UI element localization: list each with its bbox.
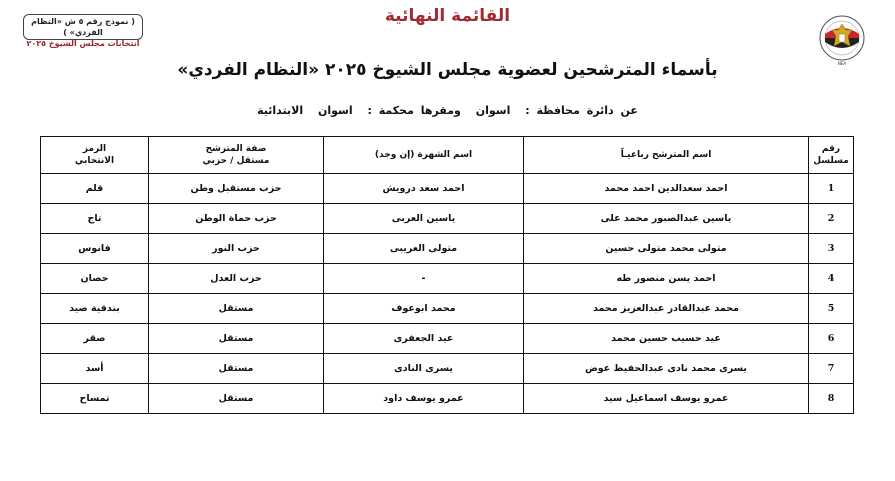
electoral-symbol-cell: حصان — [41, 264, 149, 294]
candidate-type-cell: حزب مستقبل وطن — [149, 174, 324, 204]
header-candidate-type: صفة المترشح مستقل / حزبي — [149, 137, 324, 174]
table-row — [41, 204, 854, 234]
electoral-symbol-cell: أسد — [41, 354, 149, 384]
electoral-symbol-cell: قلم — [41, 174, 149, 204]
electoral-symbol-cell: تاج — [41, 204, 149, 234]
serial-cell: 3 — [809, 234, 854, 264]
page-title: القائمة النهائية — [384, 6, 511, 26]
table-row — [41, 264, 854, 294]
header-fame-name: اسم الشهرة (إن وجد) — [324, 137, 524, 174]
serial-cell: 2 — [809, 204, 854, 234]
fame-name-cell: يسرى النادى — [324, 354, 524, 384]
table-row — [41, 174, 854, 204]
court-value: اسوان — [317, 104, 353, 117]
district-info — [0, 104, 895, 117]
candidate-name-cell: عمرو يوسف اسماعيل سيد — [524, 384, 809, 414]
header-serial: رقم مسلسل — [809, 137, 854, 174]
candidate-name-cell: محمد عبدالقادر عبدالعزيز محمد — [524, 294, 809, 324]
svg-text:NEA: NEA — [837, 61, 847, 66]
header-candidate-name: اسم المترشح رباعيـاً — [524, 137, 809, 174]
candidate-type-cell: مستقل — [149, 384, 324, 414]
fame-name-cell: متولى العريبى — [324, 234, 524, 264]
court-type-value: الابتدائية — [257, 104, 304, 117]
election-name-text: انتخابات مجلس الشيوخ ٢٠٢٥ — [26, 39, 140, 48]
serial-cell: 6 — [809, 324, 854, 354]
candidate-name-cell: متولى محمد متولى حسين — [524, 234, 809, 264]
governorate-value: اسوان — [475, 104, 511, 117]
table-row — [41, 294, 854, 324]
serial-cell: 1 — [809, 174, 854, 204]
candidates-table — [40, 136, 854, 414]
candidate-type-cell: مستقل — [149, 354, 324, 384]
candidate-name-cell: يسرى محمد نادى عبدالحفيظ عوض — [524, 354, 809, 384]
form-number-text: ( نموذج رقم ٥ ش «النظام الفردي» ) — [31, 17, 135, 37]
header-electoral-symbol: الرمز الانتخابي — [41, 137, 149, 174]
electoral-symbol-cell: بندقية صيد — [41, 294, 149, 324]
electoral-symbol-cell: تمساح — [41, 384, 149, 414]
candidate-name-cell: احمد سعدالدين احمد محمد — [524, 174, 809, 204]
fame-name-cell: - — [324, 264, 524, 294]
serial-cell: 5 — [809, 294, 854, 324]
candidate-name-cell: ياسين عبدالصبور محمد على — [524, 204, 809, 234]
page-subtitle: بأسماء المترشحين لعضوية مجلس الشيوخ ٢٠٢٥ «النظام الفردي» — [177, 60, 718, 80]
serial-cell: 8 — [809, 384, 854, 414]
fame-name-cell: محمد ابوعوف — [324, 294, 524, 324]
candidate-type-cell: حزب حماة الوطن — [149, 204, 324, 234]
table-row — [41, 324, 854, 354]
candidate-name-cell: عيد حسيب حسين محمد — [524, 324, 809, 354]
candidate-type-cell: حزب العدل — [149, 264, 324, 294]
court-label: ومقرها محكمة : — [367, 104, 461, 117]
candidate-name-cell: احمد يسن منصور طه — [524, 264, 809, 294]
fame-name-cell: احمد سعد درويش — [324, 174, 524, 204]
serial-cell: 4 — [809, 264, 854, 294]
fame-name-cell: عمرو يوسف داود — [324, 384, 524, 414]
candidate-type-cell: حزب النور — [149, 234, 324, 264]
serial-cell: 7 — [809, 354, 854, 384]
electoral-symbol-cell: فانوس — [41, 234, 149, 264]
table-row — [41, 354, 854, 384]
governorate-label: عن دائرة محافظة : — [525, 104, 638, 117]
candidate-type-cell: مستقل — [149, 324, 324, 354]
table-row — [41, 234, 854, 264]
fame-name-cell: عيد الجعفرى — [324, 324, 524, 354]
candidate-type-cell: مستقل — [149, 294, 324, 324]
table-row — [41, 384, 854, 414]
fame-name-cell: ياسين العربى — [324, 204, 524, 234]
electoral-symbol-cell: صقر — [41, 324, 149, 354]
table-header-row — [41, 137, 854, 174]
